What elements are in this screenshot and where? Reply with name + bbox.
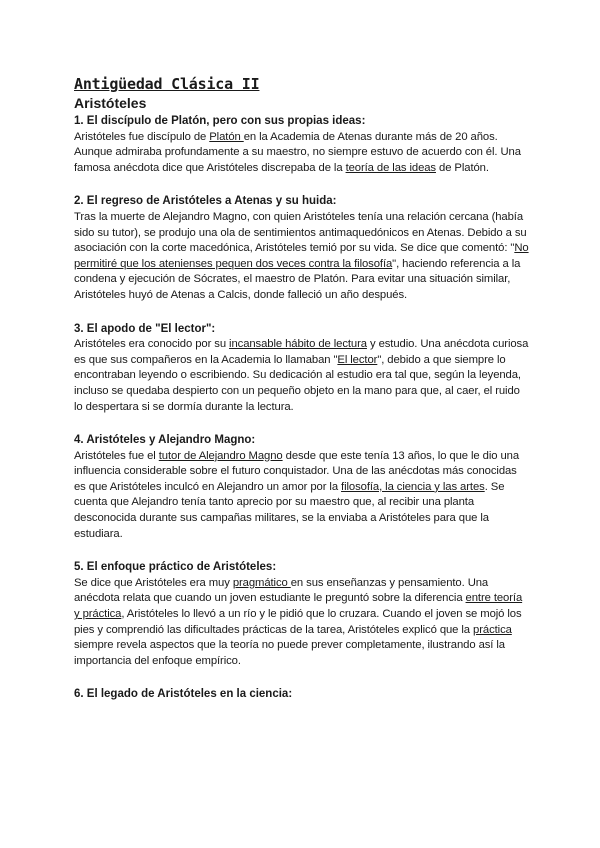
document-title: Antigüedad Clásica II: [74, 75, 260, 93]
body-text: desde que este tenía 13 años, lo que le dio una influencia considerable sobre el futuro conquistador. Una de las anécdotas más conocidas es que Aristóteles inculcó en Alejandro un amor por la: [74, 449, 519, 493]
section-heading: 4. Aristóteles y Alejandro Magno:: [74, 434, 256, 447]
section-1: [74, 114, 530, 176]
underlined-term: práctica: [473, 623, 512, 636]
underlined-term: filosofía, la ciencia y las artes: [341, 480, 485, 493]
section-heading: 2. El regreso de Aristóteles a Atenas y su huida:: [74, 195, 337, 208]
section-heading: 6. El legado de Aristóteles en la ciencia:: [74, 688, 293, 701]
section-body: [74, 130, 530, 177]
body-text: , Aristóteles lo llevó a un río y le pidió que lo cruzara. Cuando el joven se mojó los pies y comprendió las dificultades prácticas de la tarea, Aristóteles explicó que la: [74, 608, 522, 636]
underlined-term: teoría de las ideas: [345, 161, 436, 174]
body-text: Tras la muerte de Alejandro Magno, con quien Aristóteles tenía una relación cercana (había sido su tutor), se produjo una ola de sentimientos antimaquedónicos en Atenas. Debido a su asociación con la corte macedónica, Aristóteles temió por su vida. Se dice que comentó: ": [74, 210, 527, 255]
underlined-term: tutor de Alejandro Magno: [158, 449, 283, 462]
underlined-term: pragmático: [232, 576, 291, 589]
section-body: [74, 337, 530, 415]
document-subtitle: Aristóteles: [74, 95, 147, 111]
underlined-term: Platón: [209, 130, 244, 143]
section-2: [74, 194, 530, 303]
body-text: Aristóteles fue discípulo de: [74, 130, 210, 143]
underlined-term: entre teoría y práctica: [74, 592, 523, 621]
section-4: [74, 433, 530, 542]
body-text: . Se cuenta que Alejandro tenía tanto aprecio por su maestro que, al recibir una planta desconocida durante sus campañas militares, se la enviaba a Aristóteles para que la estudiara.: [74, 480, 505, 540]
section-6: [74, 687, 530, 703]
underlined-term: No permitiré que los atenienses pequen dos veces contra la filosofía: [74, 242, 529, 270]
body-text: ", debido a que siempre lo encontraban leyendo o escribiendo. Su dedicación al estudio era tal que, según la leyenda, incluso se quedaba despierto con un pequeño objeto en la mano para que, al caer, el ruido lo despertara si se dormía durante la lectura.: [74, 353, 521, 413]
body-text: y estudio. Una anécdota curiosa es que sus compañeros en la Academia lo llamaban ": [74, 338, 529, 366]
body-text: Se dice que Aristóteles era muy: [74, 576, 233, 589]
body-text: en sus enseñanzas y pensamiento. Una anécdota relata que cuando un joven estudiante le preguntó sobre la diferencia: [74, 576, 489, 605]
section-body: [74, 210, 530, 304]
underlined-term: El lector: [337, 353, 378, 366]
section-5: [74, 560, 530, 669]
section-heading: 3. El apodo de "El lector":: [74, 322, 216, 335]
section-heading: 1. El discípulo de Platón, pero con sus propias ideas:: [74, 115, 366, 127]
section-3: [74, 322, 530, 416]
section-body: [74, 449, 530, 543]
body-text: de Platón.: [435, 161, 489, 174]
body-text: Aristóteles era conocido por su: [74, 338, 230, 351]
document-content: [74, 75, 530, 721]
sections-container: [74, 114, 530, 703]
underlined-term: incansable hábito de lectura: [229, 338, 367, 351]
section-body: [74, 576, 530, 670]
body-text: Aristóteles fue el: [74, 449, 159, 462]
body-text: en la Academia de Atenas durante más de 20 años. Aunque admiraba profundamente a su maestro, no siempre estuvo de acuerdo con él. Una famosa anécdota dice que Aristóteles discrepaba de la: [74, 130, 521, 174]
section-heading: 5. El enfoque práctico de Aristóteles:: [74, 561, 277, 574]
body-text: ", haciendo referencia a la condena y ejecución de Sócrates, el maestro de Platón. Para evitar una situación similar, Aristóteles huyó de Atenas a Calcis, donde falleció un año después.: [74, 257, 521, 301]
body-text: siempre revela aspectos que la teoría no puede prever completamente, ilustrando así la importancia del enfoque empírico.: [74, 639, 505, 667]
